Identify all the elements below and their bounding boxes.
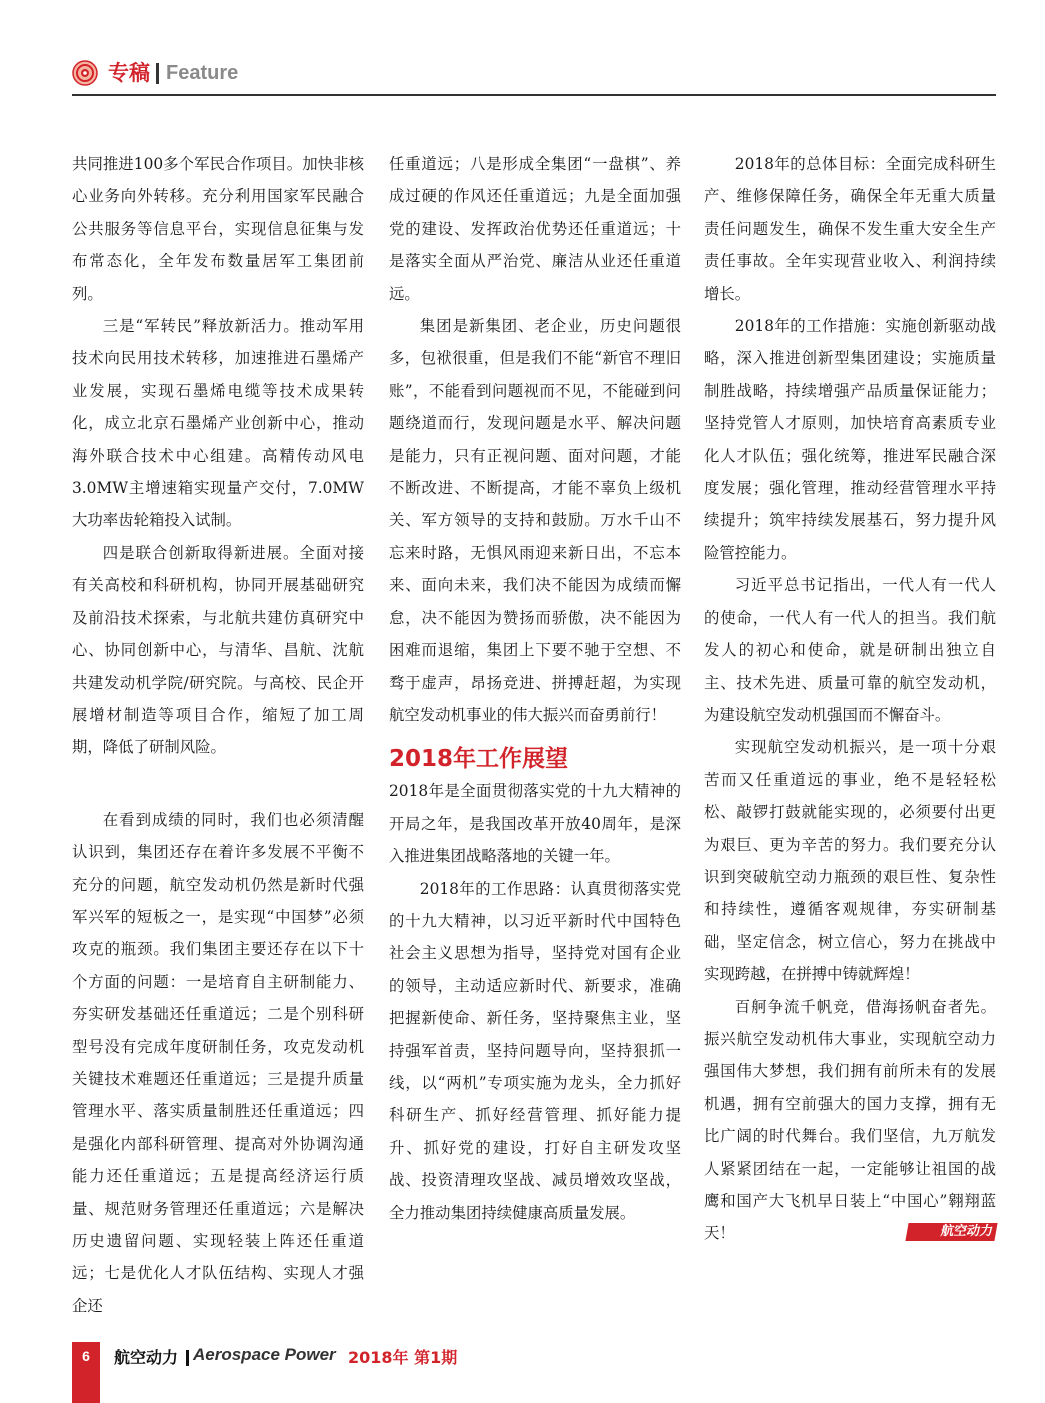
magazine-title-divider (186, 1350, 189, 1366)
magazine-title-english: Aerospace Power (193, 1345, 336, 1364)
paragraph: 任重道远；八是形成全集团“一盘棋”、养成过硬的作风还任重道远；九是全面加强党的建设、发挥政治优势还任重道远；十是落实全面从严治党、廉洁从业还任重道远。 (389, 155, 681, 303)
paragraph: 实现航空发动机振兴，是一项十分艰苦而又任重道远的事业，绝不是轻轻松松、敲锣打鼓就能实现的，必须要付出更为艰巨、更为辛苦的努力。我们要充分认识到突破航空动力瓶颈的艰巨性、复杂性和持续性，遵循客观规律，夯实研制基础，坚定信念，树立信心，努力在挑战中实现跨越，在拼搏中铸就辉煌！ (704, 738, 996, 984)
sun-logo-icon (72, 60, 98, 86)
paragraph: 习近平总书记指出，一代人有一代人的使命，一代人有一代人的担当。我们航发人的初心和使命，就是研制出独立自主、技术先进、质量可靠的航空发动机，为建设航空发动机强国而不懈奋斗。 (704, 576, 996, 724)
article-column-3 (704, 148, 996, 1250)
paragraph-text: 百舸争流千帆竞，借海扬帆奋者先。振兴航空发动机伟大事业，实现航空动力强国伟大梦想，我们拥有前所未有的发展机遇，拥有空前强大的国力支撑，拥有无比广阔的时代舞台。我们坚信，九万航发人紧紧团结在一起，一定能够让祖国的战鹰和国产大飞机早日装上“中国心”翱翔蓝天！ (704, 997, 996, 1243)
magazine-title: 航空动力 (114, 1348, 179, 1367)
paragraph: 2018年是全面贯彻落实党的十九大精神的开局之年，是我国改革开放40周年，是深入推进集团战略落地的关键一年。 (389, 782, 681, 866)
paragraph-gap (72, 764, 364, 804)
paragraph (704, 991, 996, 1250)
paragraph: 在看到成绩的同时，我们也必须清醒认识到，集团还存在着许多发展不平衡不充分的问题，航空发动机仍然是新时代强军兴军的短板之一，是实现“中国梦”必须攻克的瓶颈。我们集团主要还存在以下十个方面的问题：一是培育自主研制能力、夯实研发基础还任重道远；二是个别科研型号没有完成年度研制任务，攻克发动机关键技术难题还任重道远；三是提升质量管理水平、落实质量制胜还任重道远；四是强化内部科研管理、提高对外协调沟通能力还任重道远；五是提高经济运行质量、规范财务管理还任重道远；六是解决历史遗留问题、实现轻装上阵还任重道远；七是优化人才队伍结构、实现人才强企还 (72, 810, 364, 1315)
page-footer (72, 1342, 996, 1403)
page-header (72, 58, 996, 96)
paragraph: 共同推进100多个军民合作项目。加快非核心业务向外转移。充分利用国家军民融合公共服务等信息平台，实现信息征集与发布常态化，全年发布数量居军工集团前列。 (72, 155, 364, 303)
page-number: 6 (82, 1348, 90, 1364)
paragraph: 2018年的工作措施：实施创新驱动战略，深入推进创新型集团建设；实施质量制胜战略，持续增强产品质量保证能力；坚持党管人才原则，加快培育高素质专业化人才队伍；强化统筹，推进军民融合深度发展；强化管理，推动经营管理水平持续提升；筑牢持续发展基石，努力提升风险管控能力。 (704, 317, 996, 562)
article-column-2 (389, 148, 681, 1229)
paragraph: 2018年的工作思路：认真贯彻落实党的十九大精神，以习近平新时代中国特色社会主义思想为指导，坚持党对国有企业的领导，主动适应新时代、新要求，准确把握新使命、新任务，坚持聚焦主业，坚持强军首责，坚持问题导向，坚持狠抓一线，以“两机”专项实施为龙头，全力抓好科研生产、抓好经营管理、抓好能力提升、抓好党的建设，打好自主研发攻坚战、投资清理攻坚战、减员增效攻坚战，全力推动集团持续健康高质量发展。 (389, 879, 681, 1222)
paragraph: 四是联合创新取得新进展。全面对接有关高校和科研机构，协同开展基础研究及前沿技术探索，与北航共建仿真研究中心、协同创新中心，与清华、昌航、沈航共建发动机学院/研究院。与高校、民企开展增材制造等项目合作，缩短了加工周期，降低了研制风险。 (72, 543, 364, 757)
section-divider (156, 63, 159, 84)
section-title: 专稿 (108, 61, 150, 85)
paragraph: 集团是新集团、老企业，历史问题很多，包袱很重，但是我们不能“新官不理旧账”，不能看到问题视而不见，不能碰到问题绕道而行，发现问题是水平、解决问题是能力，只有正视问题、面对问题，才能不断改进、不断提高，才能不辜负上级机关、军方领导的支持和鼓励。万水千山不忘来时路，无惧风雨迎来新日出，不忘本来、面向未来，我们决不能因为成绩而懈怠，决不能因为赞扬而骄傲，决不能因为困难而退缩，集团上下要不驰于空想、不骛于虚声，昂扬竞进、拼搏赶超，为实现航空发动机事业的伟大振兴而奋勇前行！ (389, 317, 681, 724)
end-mark-logo: 航空动力 (906, 1223, 998, 1241)
section-title-english: Feature (166, 62, 239, 84)
article-column-1 (72, 148, 364, 1322)
issue-label: 2018年 第1期 (348, 1348, 458, 1367)
paragraph: 三是“军转民”释放新活力。推动军用技术向民用技术转移，加速推进石墨烯产业发展，实现石墨烯电缆等技术成果转化，成立北京石墨烯产业创新中心，推动海外联合技术中心组建。高精传动风电3.0MW主增速箱实现量产交付，7.0MW大功率齿轮箱投入试制。 (72, 317, 364, 530)
section-heading: 2018年工作展望 (389, 746, 569, 773)
page-tab (72, 1342, 100, 1403)
paragraph: 2018年的总体目标：全面完成科研生产、维修保障任务，确保全年无重大质量责任问题发生，确保不发生重大安全生产责任事故。全年实现营业收入、利润持续增长。 (704, 155, 996, 303)
header-rule (72, 94, 996, 96)
